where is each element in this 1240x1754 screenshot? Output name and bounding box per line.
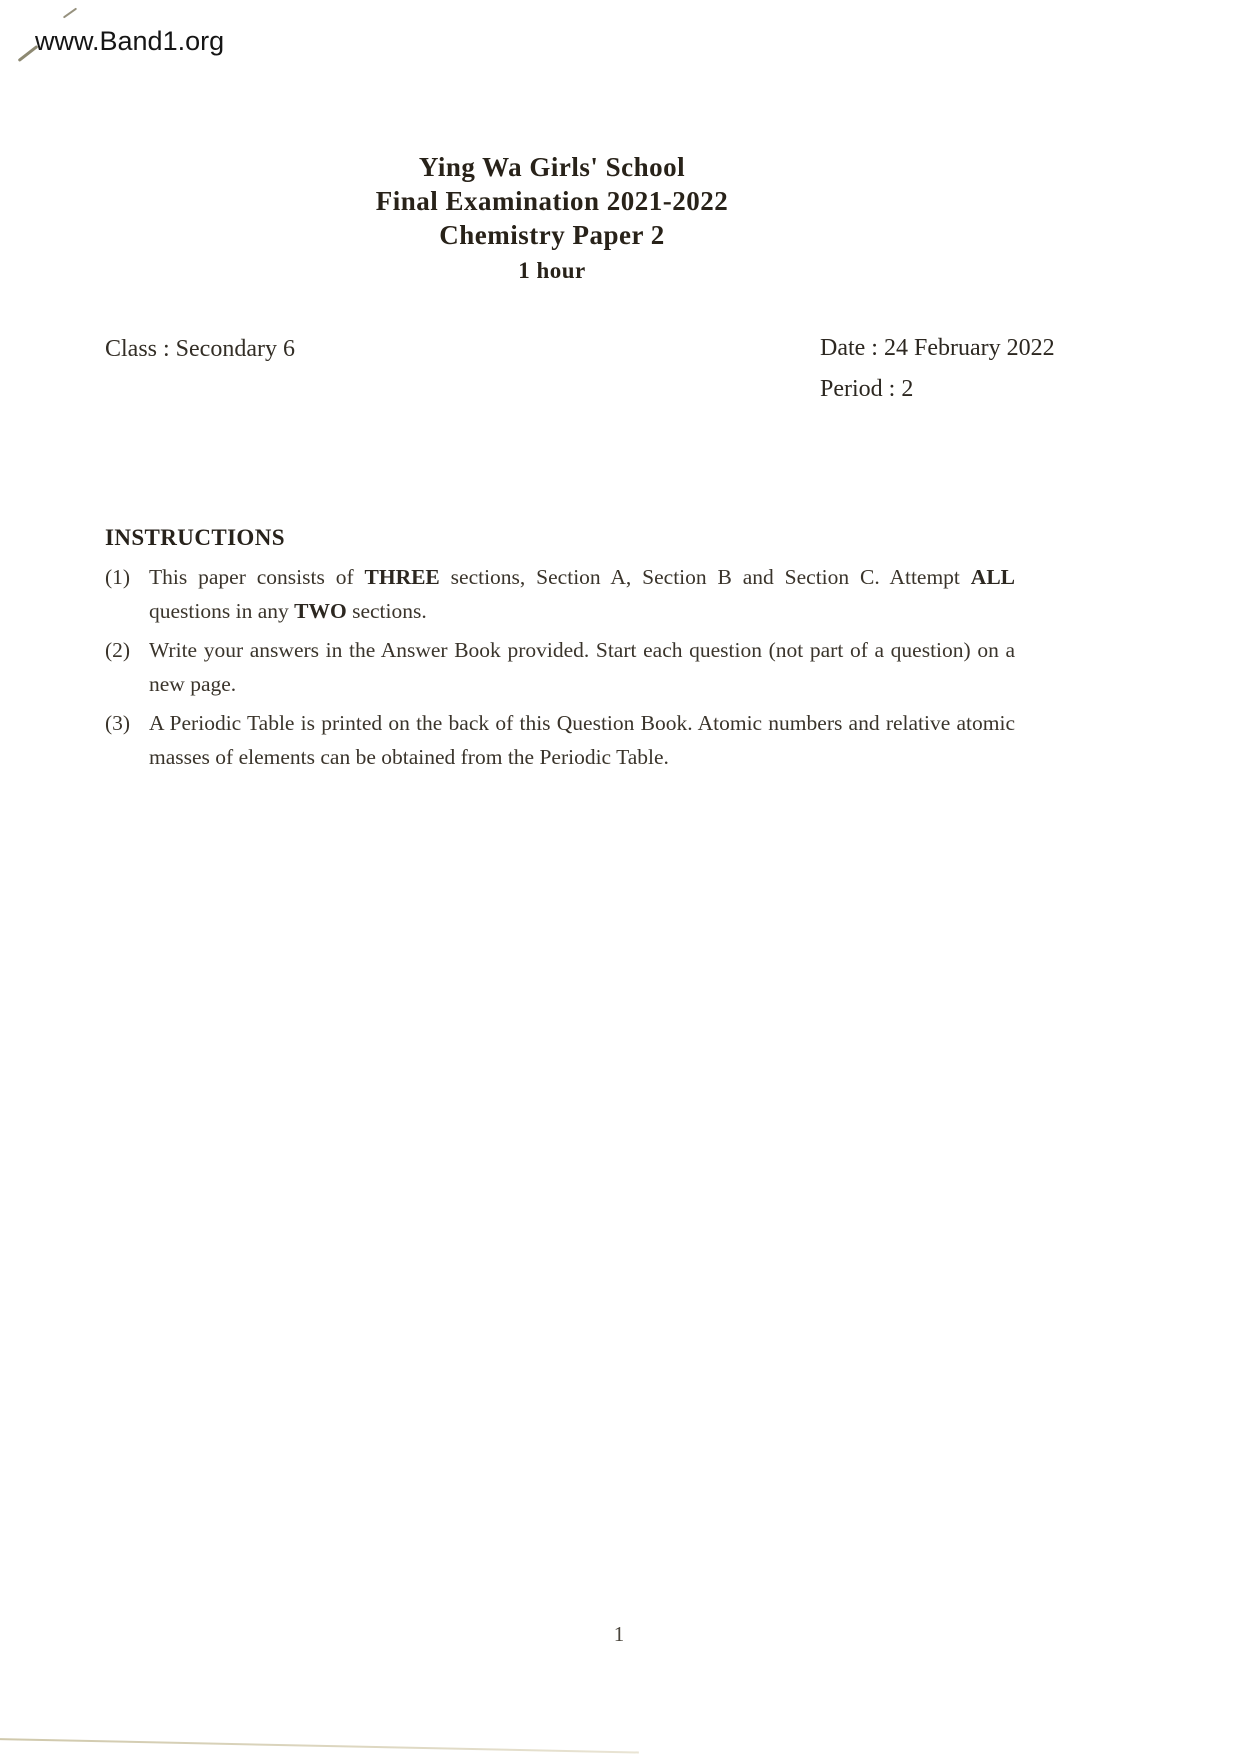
- class-label: Class : Secondary 6: [105, 336, 295, 362]
- period-label: Period : 2: [820, 376, 914, 402]
- instructions-list: [105, 560, 1015, 779]
- instruction-number: (1): [105, 565, 131, 589]
- exam-title: Final Examination 2021-2022: [375, 186, 729, 216]
- watermark-text: www.Band1.org: [35, 26, 225, 56]
- school-name: Ying Wa Girls' School: [418, 152, 686, 182]
- instruction-text: A Periodic Table is printed on the back of this Question Book. Atomic numbers and relative atomic masses of elements can be obtained from the Periodic Table.: [149, 711, 1015, 769]
- title-block: [0, 150, 1104, 288]
- instruction-item: [105, 560, 1015, 628]
- exam-duration: 1 hour: [518, 258, 586, 283]
- instruction-number: (3): [105, 711, 131, 735]
- instruction-number: (2): [105, 638, 131, 662]
- instruction-text: This paper consists of THREE sections, Section A, Section B and Section C. Attempt ALL questions in any TWO sections.: [149, 565, 1016, 623]
- date-label: Date : 24 February 2022: [820, 335, 1055, 361]
- instruction-text: Write your answers in the Answer Book provided. Start each question (not part of a question) on a new page.: [149, 638, 1015, 696]
- instruction-item: [105, 633, 1015, 701]
- meta-block: [820, 328, 1055, 410]
- paper-title: Chemistry Paper 2: [439, 220, 665, 250]
- instruction-item: [105, 706, 1015, 774]
- page-number: 1: [613, 1622, 625, 1646]
- scan-edge-artifact: [0, 1738, 639, 1754]
- pencil-mark-icon: [63, 8, 77, 19]
- instructions-heading: INSTRUCTIONS: [105, 525, 285, 550]
